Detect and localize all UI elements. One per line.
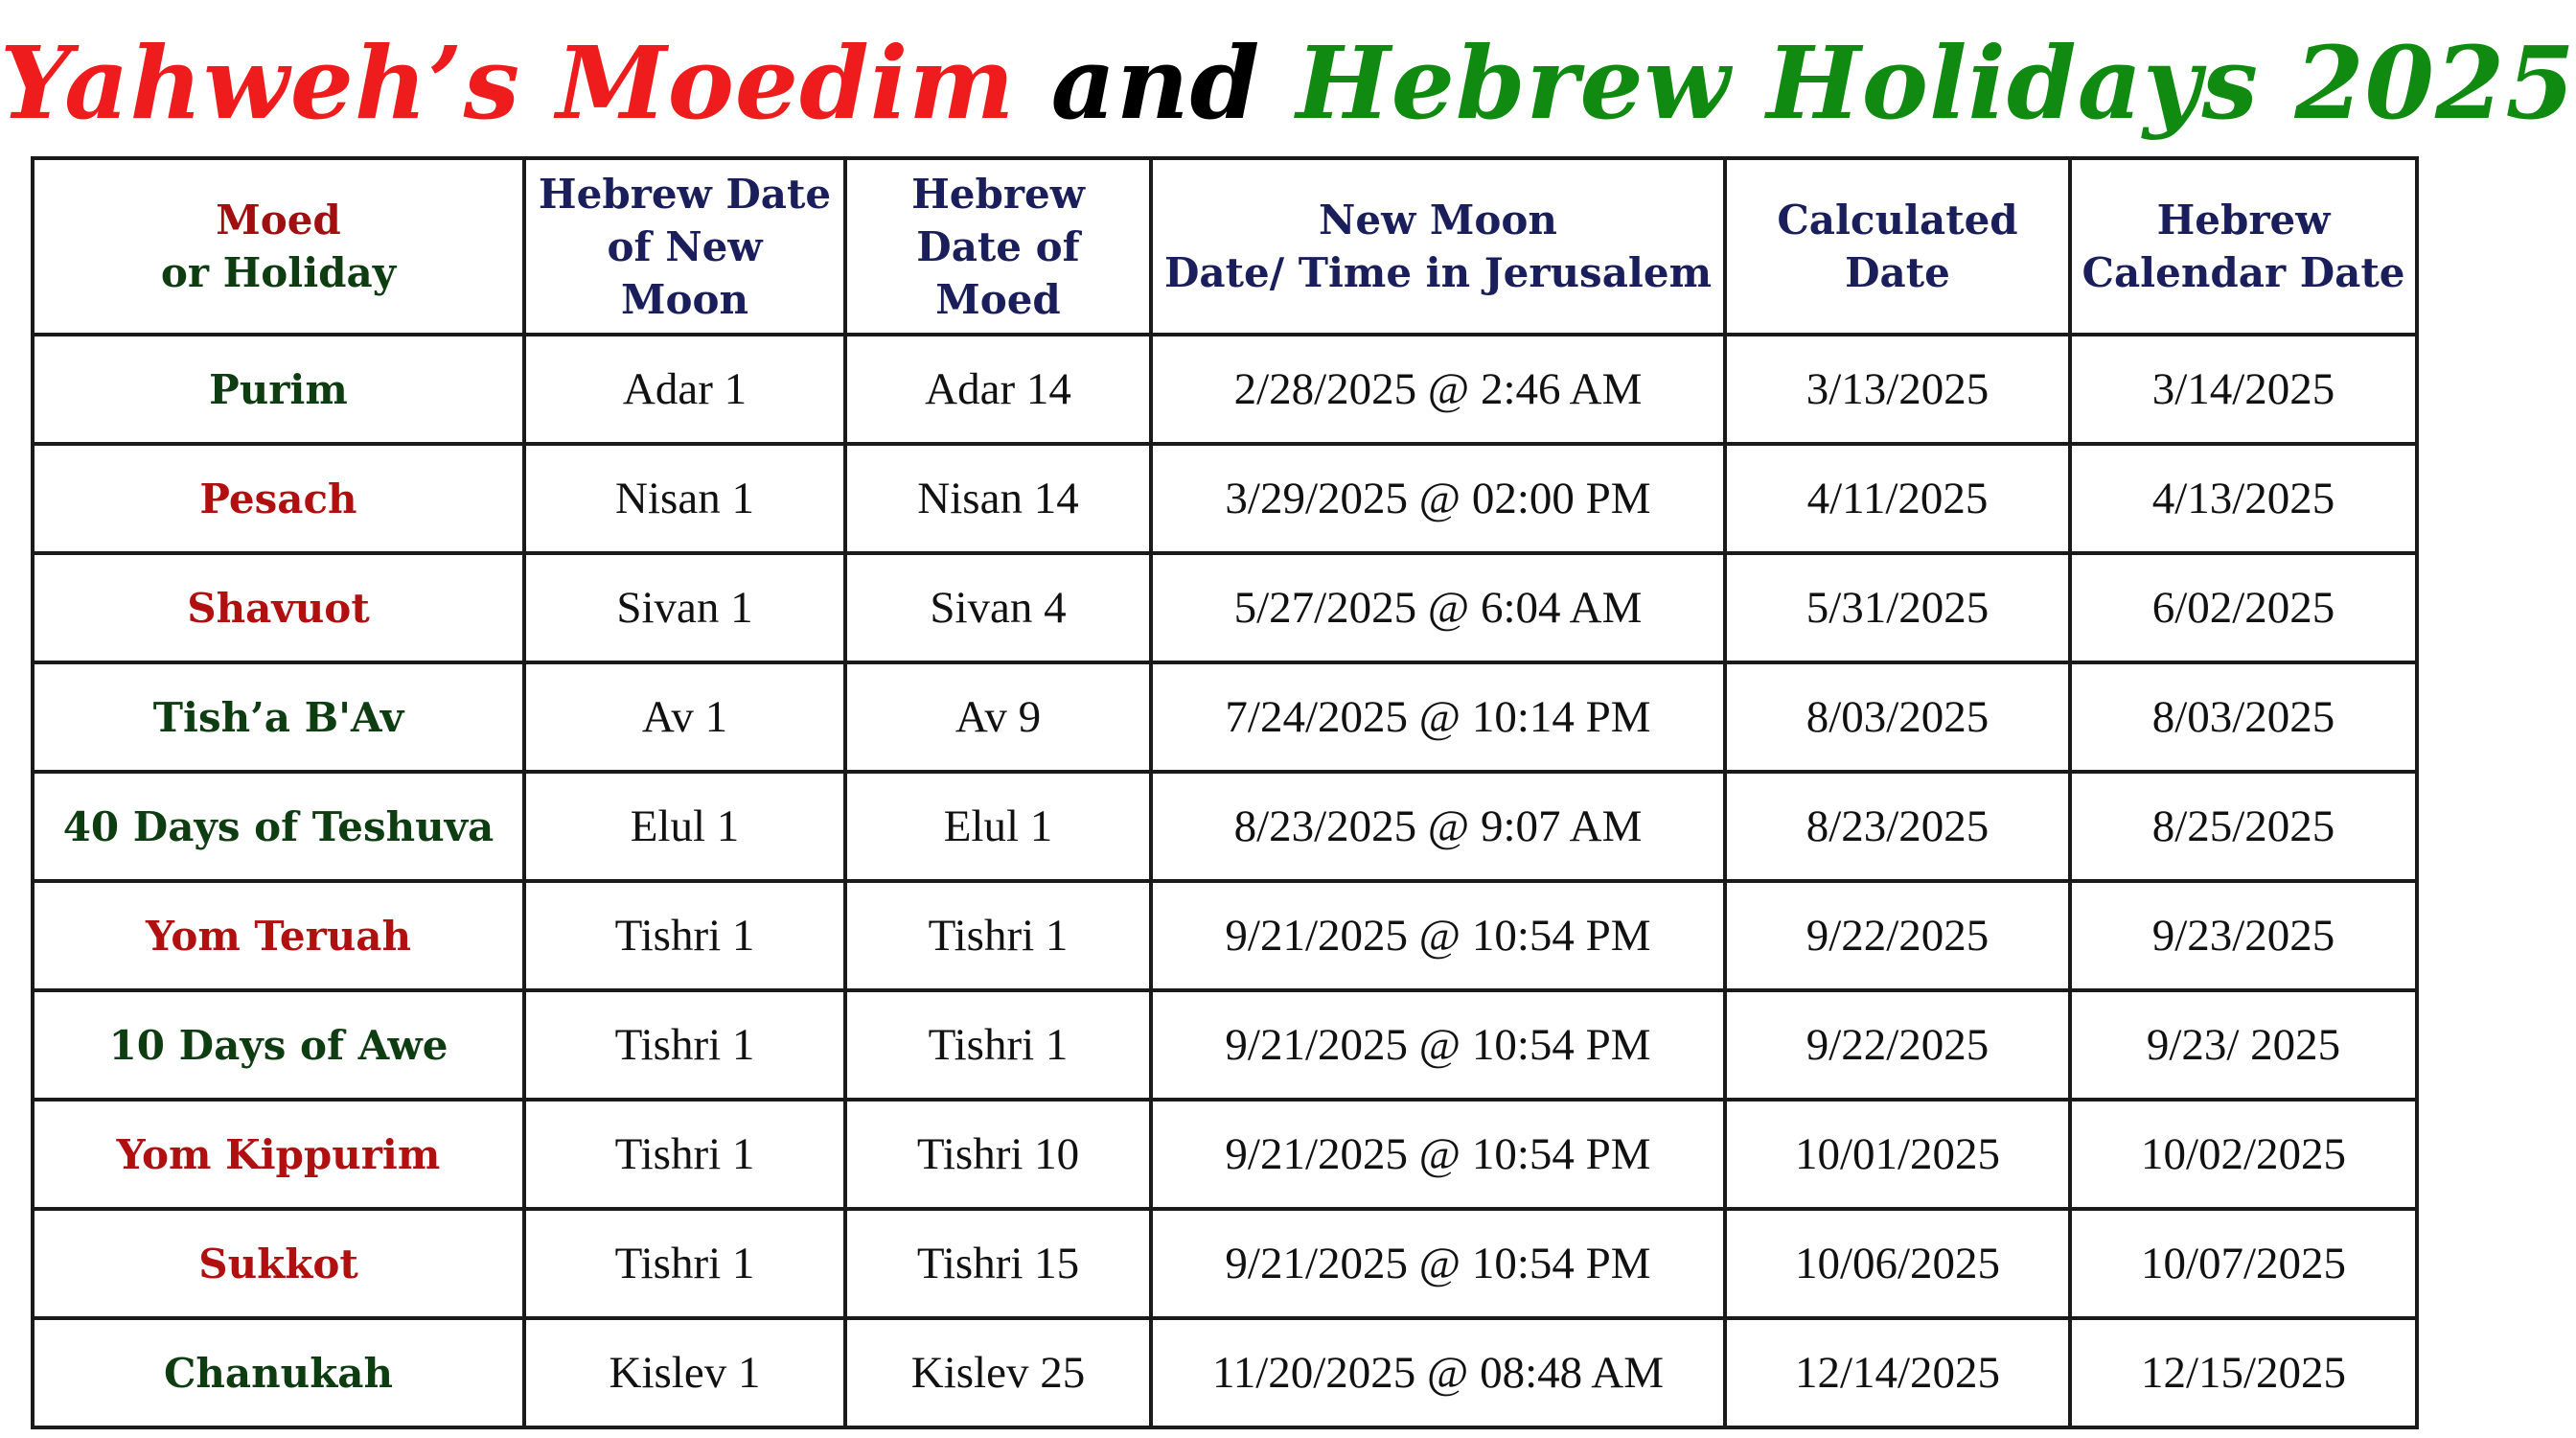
header-text: Moon bbox=[620, 275, 749, 323]
cell-hebrew-date-moed: Tishri 1 bbox=[845, 990, 1151, 1100]
table-row bbox=[33, 662, 2417, 772]
cell-hebrew-date-new-moon: Adar 1 bbox=[524, 335, 845, 444]
cell-moed-name: Chanukah bbox=[33, 1318, 524, 1427]
cell-calculated-date: 3/13/2025 bbox=[1725, 335, 2070, 444]
cell-hebrew-calendar-date: 3/14/2025 bbox=[2070, 335, 2417, 444]
cell-calculated-date: 9/22/2025 bbox=[1725, 990, 2070, 1100]
cell-hebrew-date-moed: Nisan 14 bbox=[845, 444, 1151, 553]
cell-moed-name: Yom Kippurim bbox=[33, 1100, 524, 1209]
moedim-table bbox=[31, 156, 2419, 1429]
cell-new-moon-datetime: 9/21/2025 @ 10:54 PM bbox=[1151, 990, 1725, 1100]
header-text: New Moon bbox=[1319, 197, 1557, 244]
cell-new-moon-datetime: 2/28/2025 @ 2:46 AM bbox=[1151, 335, 1725, 444]
cell-hebrew-calendar-date: 4/13/2025 bbox=[2070, 444, 2417, 553]
cell-hebrew-date-moed: Tishri 15 bbox=[845, 1209, 1151, 1318]
table-row bbox=[33, 444, 2417, 553]
header-text: Date bbox=[1845, 249, 1950, 296]
cell-hebrew-calendar-date: 12/15/2025 bbox=[2070, 1318, 2417, 1427]
header-moed-or-holiday bbox=[33, 158, 524, 335]
cell-new-moon-datetime: 8/23/2025 @ 9:07 AM bbox=[1151, 772, 1725, 881]
cell-hebrew-date-new-moon: Elul 1 bbox=[524, 772, 845, 881]
cell-new-moon-datetime: 9/21/2025 @ 10:54 PM bbox=[1151, 1209, 1725, 1318]
cell-hebrew-calendar-date: 6/02/2025 bbox=[2070, 553, 2417, 662]
header-hebrew-date-moed bbox=[845, 158, 1151, 335]
cell-hebrew-date-new-moon: Tishri 1 bbox=[524, 881, 845, 990]
header-text: Calendar Date bbox=[2082, 249, 2405, 296]
cell-hebrew-date-new-moon: Av 1 bbox=[524, 662, 845, 772]
page-title bbox=[0, 21, 2576, 146]
cell-moed-name: Yom Teruah bbox=[33, 881, 524, 990]
cell-hebrew-date-moed: Av 9 bbox=[845, 662, 1151, 772]
cell-moed-name: Shavuot bbox=[33, 553, 524, 662]
table-row bbox=[33, 1100, 2417, 1209]
title-part-holidays: Hebrew Holidays 2025 bbox=[1296, 24, 2576, 142]
header-hebrew-calendar-date bbox=[2070, 158, 2417, 335]
header-text: Date/ Time in Jerusalem bbox=[1163, 249, 1713, 296]
cell-calculated-date: 4/11/2025 bbox=[1725, 444, 2070, 553]
cell-calculated-date: 10/01/2025 bbox=[1725, 1100, 2070, 1209]
cell-hebrew-date-moed: Elul 1 bbox=[845, 772, 1151, 881]
header-calculated-date bbox=[1725, 158, 2070, 335]
table-row bbox=[33, 335, 2417, 444]
table-header-row bbox=[33, 158, 2417, 335]
cell-hebrew-date-new-moon: Kislev 1 bbox=[524, 1318, 845, 1427]
cell-moed-name: Pesach bbox=[33, 444, 524, 553]
cell-calculated-date: 8/03/2025 bbox=[1725, 662, 2070, 772]
cell-hebrew-calendar-date: 8/25/2025 bbox=[2070, 772, 2417, 881]
table-body bbox=[33, 335, 2417, 1427]
cell-moed-name: Purim bbox=[33, 335, 524, 444]
cell-hebrew-calendar-date: 10/02/2025 bbox=[2070, 1100, 2417, 1209]
header-text: Calculated bbox=[1777, 197, 2018, 244]
title-part-moedim: Yahweh’s Moedim bbox=[0, 24, 1016, 142]
cell-moed-name: 40 Days of Teshuva bbox=[33, 772, 524, 881]
cell-hebrew-calendar-date: 9/23/ 2025 bbox=[2070, 990, 2417, 1100]
header-new-moon-jerusalem bbox=[1151, 158, 1725, 335]
table-row bbox=[33, 1209, 2417, 1318]
header-moed-line: Moed bbox=[216, 197, 341, 244]
cell-hebrew-date-moed: Tishri 10 bbox=[845, 1100, 1151, 1209]
cell-calculated-date: 8/23/2025 bbox=[1725, 772, 2070, 881]
cell-calculated-date: 5/31/2025 bbox=[1725, 553, 2070, 662]
cell-hebrew-date-moed: Tishri 1 bbox=[845, 881, 1151, 990]
table-row bbox=[33, 553, 2417, 662]
header-holiday-line: or Holiday bbox=[160, 249, 397, 296]
header-text: Hebrew bbox=[2156, 197, 2331, 244]
cell-hebrew-calendar-date: 9/23/2025 bbox=[2070, 881, 2417, 990]
cell-hebrew-date-new-moon: Nisan 1 bbox=[524, 444, 845, 553]
title-part-and: and bbox=[1050, 24, 1261, 142]
cell-moed-name: Tish’a B'Av bbox=[33, 662, 524, 772]
cell-hebrew-date-new-moon: Sivan 1 bbox=[524, 553, 845, 662]
table-row bbox=[33, 990, 2417, 1100]
cell-calculated-date: 10/06/2025 bbox=[1725, 1209, 2070, 1318]
header-text: Date of bbox=[916, 222, 1080, 270]
cell-calculated-date: 9/22/2025 bbox=[1725, 881, 2070, 990]
cell-new-moon-datetime: 9/21/2025 @ 10:54 PM bbox=[1151, 881, 1725, 990]
cell-new-moon-datetime: 5/27/2025 @ 6:04 AM bbox=[1151, 553, 1725, 662]
header-hebrew-date-new-moon bbox=[524, 158, 845, 335]
cell-hebrew-date-moed: Adar 14 bbox=[845, 335, 1151, 444]
cell-new-moon-datetime: 11/20/2025 @ 08:48 AM bbox=[1151, 1318, 1725, 1427]
cell-new-moon-datetime: 3/29/2025 @ 02:00 PM bbox=[1151, 444, 1725, 553]
cell-hebrew-date-moed: Kislev 25 bbox=[845, 1318, 1151, 1427]
cell-new-moon-datetime: 7/24/2025 @ 10:14 PM bbox=[1151, 662, 1725, 772]
cell-new-moon-datetime: 9/21/2025 @ 10:54 PM bbox=[1151, 1100, 1725, 1209]
cell-hebrew-date-new-moon: Tishri 1 bbox=[524, 990, 845, 1100]
cell-calculated-date: 12/14/2025 bbox=[1725, 1318, 2070, 1427]
cell-hebrew-calendar-date: 10/07/2025 bbox=[2070, 1209, 2417, 1318]
cell-hebrew-date-new-moon: Tishri 1 bbox=[524, 1100, 845, 1209]
header-text: Hebrew Date bbox=[538, 170, 832, 218]
table-row bbox=[33, 772, 2417, 881]
cell-hebrew-calendar-date: 8/03/2025 bbox=[2070, 662, 2417, 772]
header-text: of New bbox=[607, 222, 763, 270]
cell-moed-name: Sukkot bbox=[33, 1209, 524, 1318]
cell-moed-name: 10 Days of Awe bbox=[33, 990, 524, 1100]
table-row bbox=[33, 881, 2417, 990]
cell-hebrew-date-new-moon: Tishri 1 bbox=[524, 1209, 845, 1318]
header-text: Hebrew bbox=[911, 170, 1085, 218]
table-row bbox=[33, 1318, 2417, 1427]
cell-hebrew-date-moed: Sivan 4 bbox=[845, 553, 1151, 662]
header-text: Moed bbox=[935, 275, 1061, 323]
